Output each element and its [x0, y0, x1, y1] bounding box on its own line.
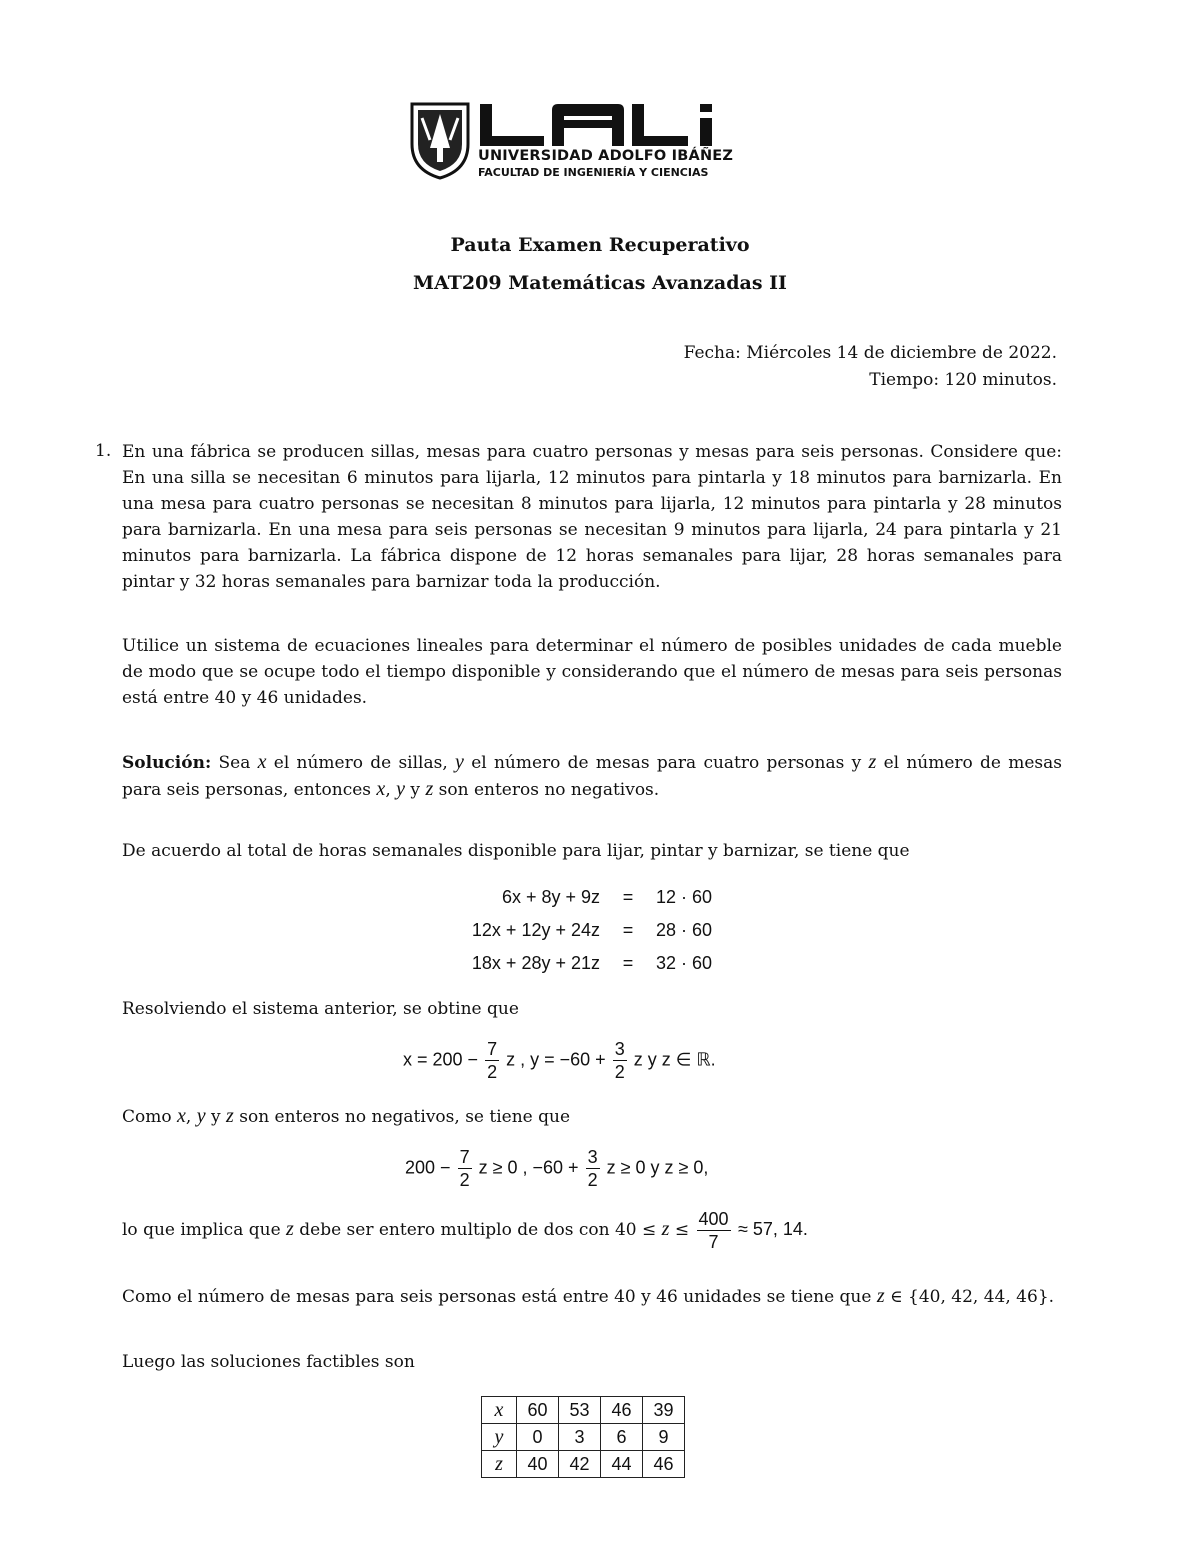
table-row [482, 1424, 685, 1451]
solutions-table [481, 1396, 685, 1478]
text-fragment: Sea [211, 753, 258, 773]
text-fragment: Como [122, 1107, 178, 1127]
solving-text [122, 996, 1062, 1022]
table-cell: 40 [517, 1451, 559, 1478]
date-line: Fecha: Miércoles 14 de diciembre de 2022. [683, 343, 1057, 363]
fraction [586, 1146, 600, 1191]
solution-label: Solución: [122, 753, 212, 773]
math-fragment: z y z ∈ ℝ. [633, 1049, 716, 1070]
equation-rhs: 32 · 60 [656, 953, 713, 973]
inequalities [405, 1146, 708, 1191]
text-fragment: ≤ [669, 1220, 690, 1240]
math-fragment: x = 200 − [403, 1049, 479, 1070]
equation-equals: = [622, 887, 634, 907]
numerator: 400 [698, 1209, 729, 1229]
problem-statement [122, 439, 1062, 595]
text-fragment: debe ser entero multiplo de dos con 40 ≤ [293, 1220, 662, 1240]
equation-row [430, 914, 746, 947]
solving-sentence: Resolviendo el sistema anterior, se obtine que [122, 999, 519, 1019]
var-y: y [196, 1105, 206, 1127]
text-fragment: el número de mesas para cuatro personas y [463, 753, 869, 773]
table-cell: 44 [601, 1451, 643, 1478]
table-cell: 60 [517, 1397, 559, 1424]
course-title: MAT209 Matemáticas Avanzadas II [413, 272, 787, 294]
var-z: z [425, 778, 434, 800]
task-text: Utilice un sistema de ecuaciones lineales para determinar el número de posibles unidades de cada mueble de modo que se ocupe todo el tiempo disponible y considerando que el número de mesas para seis personas está entre 40 y 46 unidades. [122, 636, 1062, 708]
table-row [482, 1397, 685, 1424]
range-line [122, 1285, 1054, 1308]
denominator: 7 [708, 1232, 719, 1252]
faculty-name: FACULTAD DE INGENIERÍA Y CIENCIAS [478, 166, 709, 179]
text-fragment: , [185, 1107, 197, 1127]
equation-row [430, 947, 746, 980]
equation-system [430, 881, 746, 980]
numerator: 3 [614, 1039, 625, 1059]
equation-rhs: 28 · 60 [656, 920, 713, 940]
parametric-solution [403, 1038, 716, 1083]
math-fragment: z , y = −60 + [506, 1049, 606, 1070]
text-fragment: y [405, 780, 426, 800]
var-y: y [455, 751, 464, 773]
table-cell: 9 [643, 1424, 685, 1451]
denominator: 2 [487, 1062, 498, 1082]
equation-equals: = [622, 953, 634, 973]
var-z: z [876, 1285, 885, 1307]
uai-wordmark [478, 102, 718, 148]
table-cell: 42 [559, 1451, 601, 1478]
text-fragment: el número de sillas, [266, 753, 456, 773]
shield-crest-icon [408, 100, 472, 180]
text-fragment: lo que implica que [122, 1220, 287, 1240]
fraction [613, 1038, 627, 1083]
table-row [482, 1451, 685, 1478]
text-fragment: Como el número de mesas para seis personas está entre 40 y 46 unidades se tiene que [122, 1287, 877, 1307]
table-cell: 53 [559, 1397, 601, 1424]
solution-intro [122, 749, 1062, 803]
var-z: z [868, 751, 877, 773]
numerator: 7 [487, 1039, 498, 1059]
row-header: z [482, 1451, 517, 1478]
denominator: 2 [459, 1170, 470, 1190]
university-logo [408, 100, 734, 182]
table-cell: 39 [643, 1397, 685, 1424]
var-x: x [177, 1105, 186, 1127]
var-x: x [376, 778, 386, 800]
university-name: UNIVERSIDAD ADOLFO IBÁÑEZ [478, 148, 734, 164]
text-fragment: son enteros no negativos, se tiene que [233, 1107, 571, 1127]
equation-lhs: 6x + 8y + 9z [501, 887, 600, 907]
problem-task [122, 633, 1062, 711]
equation-row [430, 881, 746, 914]
fraction [458, 1146, 472, 1191]
equation-equals: = [622, 920, 634, 940]
text-fragment: , [385, 780, 397, 800]
math-fragment: 200 − [405, 1157, 451, 1178]
feasible-sentence: Luego las soluciones factibles son [122, 1352, 415, 1372]
implies-line [122, 1208, 808, 1253]
var-z: z [661, 1218, 670, 1240]
text-fragment: son enteros no negativos. [433, 780, 660, 800]
equation-rhs: 12 · 60 [656, 887, 713, 907]
math-fragment: z ≥ 0 , −60 + [478, 1157, 579, 1178]
numerator: 3 [587, 1147, 598, 1167]
hours-sentence: De acuerdo al total de horas semanales disponible para lijar, pintar y barnizar, se tiene que [122, 841, 910, 861]
numerator: 7 [459, 1147, 470, 1167]
denominator: 2 [614, 1062, 625, 1082]
row-header: x [482, 1397, 517, 1424]
var-z: z [286, 1218, 294, 1240]
var-y: y [396, 778, 406, 800]
denominator: 2 [587, 1170, 598, 1190]
feasible-text [122, 1349, 1062, 1375]
equation-lhs: 12x + 12y + 24z [471, 920, 600, 940]
time-line: Tiempo: 120 minutos. [869, 370, 1057, 390]
statement-text: En una fábrica se producen sillas, mesas para cuatro personas y mesas para seis personas. Considere que: En una silla se necesitan 6 minutos para lijarla, 12 minutos para pintarla y 18 minutos para barnizarla. En una mesa para cuatro personas se necesitan 8 minutos para lijarla, 12 minutos para pintarla y 28 minutos para barnizarla. En una mesa para seis personas se necesitan 9 minutos para lijarla, 24 para pintarla y 21 minutos para barnizarla. La fábrica dispone de 12 horas semanales para lijar, 28 horas semanales para pintar y 32 horas semanales para barnizar toda la producción. [122, 442, 1062, 592]
table-cell: 46 [643, 1451, 685, 1478]
equation-lhs: 18x + 28y + 21z [471, 953, 600, 973]
exam-title: Pauta Examen Recuperativo [450, 234, 750, 256]
table-cell: 6 [601, 1424, 643, 1451]
table-cell: 3 [559, 1424, 601, 1451]
text-fragment: ∈ {40, 42, 44, 46}. [884, 1287, 1055, 1307]
table-cell: 46 [601, 1397, 643, 1424]
row-header: y [482, 1424, 517, 1451]
var-x: x [257, 751, 267, 773]
math-fragment: ≈ 57, 14. [737, 1219, 808, 1239]
fraction [697, 1208, 731, 1253]
hours-text [122, 838, 1062, 864]
text-fragment: y [205, 1107, 227, 1127]
problem-number: 1. [95, 441, 112, 461]
table-cell: 0 [517, 1424, 559, 1451]
math-fragment: z ≥ 0 y z ≥ 0, [606, 1157, 709, 1178]
text-fragment: el número de mesas para seis personas, entonces [122, 753, 1063, 800]
var-z: z [226, 1105, 234, 1127]
fraction [485, 1038, 499, 1083]
nonneg-text [122, 1103, 1062, 1130]
